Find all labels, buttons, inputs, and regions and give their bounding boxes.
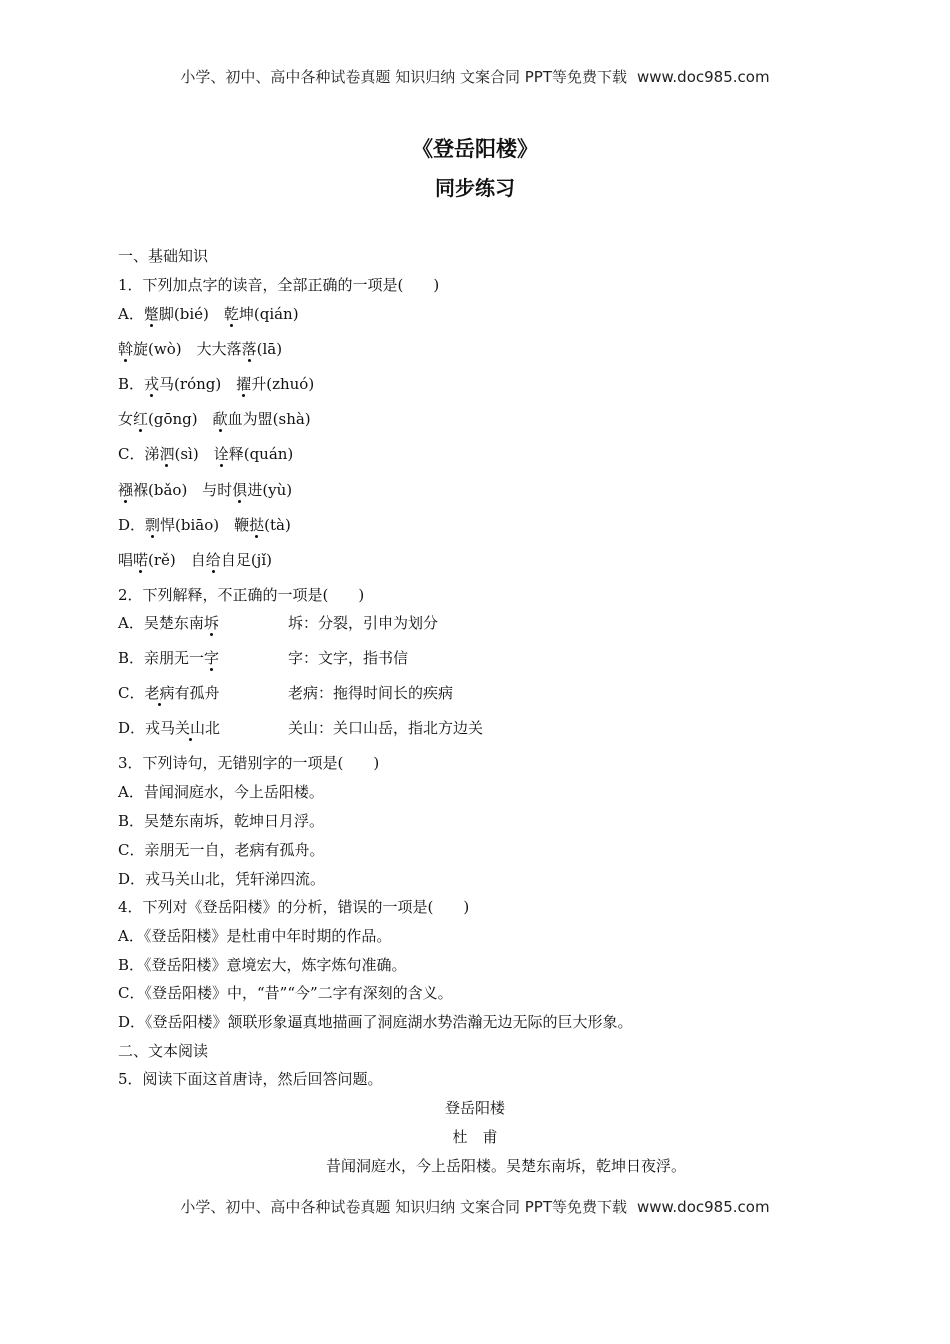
poem-author: 杜 甫 bbox=[452, 1128, 498, 1146]
q2-option-c-explanation: 老病：拖得时间长的疾病 bbox=[288, 684, 454, 702]
q2-option-a-explanation: 坼：分裂，引申为划分 bbox=[288, 614, 439, 632]
footer-text: 小学、初中、高中各种试卷真题 知识归纳 文案合同 PPT等免费下载 bbox=[180, 1198, 627, 1216]
q2-option-b-explanation: 字：文字，指书信 bbox=[288, 649, 409, 667]
dotted-char: 擢 bbox=[236, 375, 252, 393]
q2-option-c: C．老病有孤舟 老病：拖得时间长的疾病 bbox=[118, 684, 454, 702]
q3-option-a: A．昔闻洞庭水，今上岳阳楼。 bbox=[118, 783, 324, 801]
q4-option-b: B．《登岳阳楼》意境宏大，炼字炼句准确。 bbox=[118, 956, 407, 974]
q1-option-d-line2: 唱喏(rě) 自给自足(jǐ) bbox=[118, 551, 272, 569]
header-text: 小学、初中、高中各种试卷真题 知识归纳 文案合同 PPT等免费下载 bbox=[180, 68, 627, 86]
q3-option-b: B．吴楚东南坼，乾坤日月浮。 bbox=[118, 812, 325, 830]
q4-stem: 4．下列对《登岳阳楼》的分析，错误的一项是( ) bbox=[118, 898, 470, 916]
q3-option-d: D．戎马关山北，凭轩涕四流。 bbox=[118, 870, 326, 888]
q2-stem: 2．下列解释，不正确的一项是( ) bbox=[118, 586, 365, 604]
dotted-char: 襁 bbox=[118, 481, 134, 499]
q1-option-c-line1: C．涕泗(sì) 诠释(quán) bbox=[118, 445, 294, 463]
q5-stem: 5．阅读下面这首唐诗，然后回答问题。 bbox=[118, 1070, 383, 1088]
page-header bbox=[0, 66, 950, 87]
poem-title: 登岳阳楼 bbox=[444, 1099, 505, 1117]
q2-option-d: D．戎马关山北 关山：关口山岳，指北方边关 bbox=[118, 719, 484, 737]
dotted-char: 关山 bbox=[175, 719, 206, 737]
dotted-char: 斡 bbox=[118, 340, 134, 358]
dotted-char: 剽 bbox=[145, 516, 161, 534]
poem-line: 昔闻洞庭水，今上岳阳楼。吴楚东南坼，乾坤日夜浮。 bbox=[325, 1157, 686, 1175]
dotted-char: 落 bbox=[241, 340, 257, 358]
document-title: 《登岳阳楼》 bbox=[412, 137, 538, 161]
header-url[interactable]: www.doc985.com bbox=[636, 68, 770, 86]
footer-url[interactable]: www.doc985.com bbox=[636, 1198, 770, 1216]
q2-option-b: B．亲朋无一字 字：文字，指书信 bbox=[118, 649, 409, 667]
dotted-char: 俱 bbox=[232, 481, 248, 499]
q1-option-b-line1: B．戎马(róng) 擢升(zhuó) bbox=[118, 375, 315, 393]
section-heading-basics: 一、基础知识 bbox=[118, 247, 209, 265]
dotted-char: 挞 bbox=[249, 516, 265, 534]
q1-option-a-line2: 斡旋(wò) 大大落落(lā) bbox=[118, 340, 283, 358]
document-subtitle: 同步练习 bbox=[435, 176, 515, 200]
q3-stem: 3．下列诗句，无错别字的一项是( ) bbox=[118, 754, 380, 772]
section-heading-reading: 二、文本阅读 bbox=[118, 1042, 209, 1060]
dotted-char: 红 bbox=[133, 410, 149, 428]
q1-option-d-line1: D．剽悍(biāo) 鞭挞(tà) bbox=[118, 516, 291, 534]
q1-option-c-line2: 襁褓(bǎo) 与时俱进(yù) bbox=[118, 481, 293, 499]
q4-option-d: D．《登岳阳楼》颔联形象逼真地描画了洞庭湖水势浩瀚无边无际的巨大形象。 bbox=[118, 1013, 633, 1031]
q1-option-b-line2: 女红(gōng) 歃血为盟(shà) bbox=[118, 410, 311, 428]
q2-option-d-explanation: 关山：关口山岳，指北方边关 bbox=[288, 719, 484, 737]
q4-option-c: C．《登岳阳楼》中，“昔”“今”二字有深刻的含义。 bbox=[118, 984, 453, 1002]
page-footer bbox=[0, 1196, 950, 1217]
q3-option-c: C．亲朋无一自，老病有孤舟。 bbox=[118, 841, 325, 859]
dotted-char: 给 bbox=[205, 551, 221, 569]
q2-option-a: A．吴楚东南坼 坼：分裂，引申为划分 bbox=[118, 614, 439, 632]
dotted-char: 喏 bbox=[133, 551, 149, 569]
dotted-char: 诠 bbox=[213, 445, 229, 463]
dotted-char: 字 bbox=[204, 649, 220, 667]
dotted-char: 泗 bbox=[159, 445, 175, 463]
q4-option-a: A．《登岳阳楼》是杜甫中年时期的作品。 bbox=[118, 927, 392, 945]
q1-stem: 1．下列加点字的读音，全部正确的一项是( ) bbox=[118, 276, 440, 294]
dotted-char: 乾 bbox=[223, 305, 239, 323]
q1-option-a-line1: A．蹩脚(bié) 乾坤(qián) bbox=[118, 305, 299, 323]
dotted-char: 歃 bbox=[212, 410, 228, 428]
dotted-char: 老病 bbox=[144, 684, 175, 702]
dotted-char: 戎 bbox=[144, 375, 160, 393]
dotted-char: 蹩 bbox=[143, 305, 159, 323]
dotted-char: 坼 bbox=[203, 614, 219, 632]
